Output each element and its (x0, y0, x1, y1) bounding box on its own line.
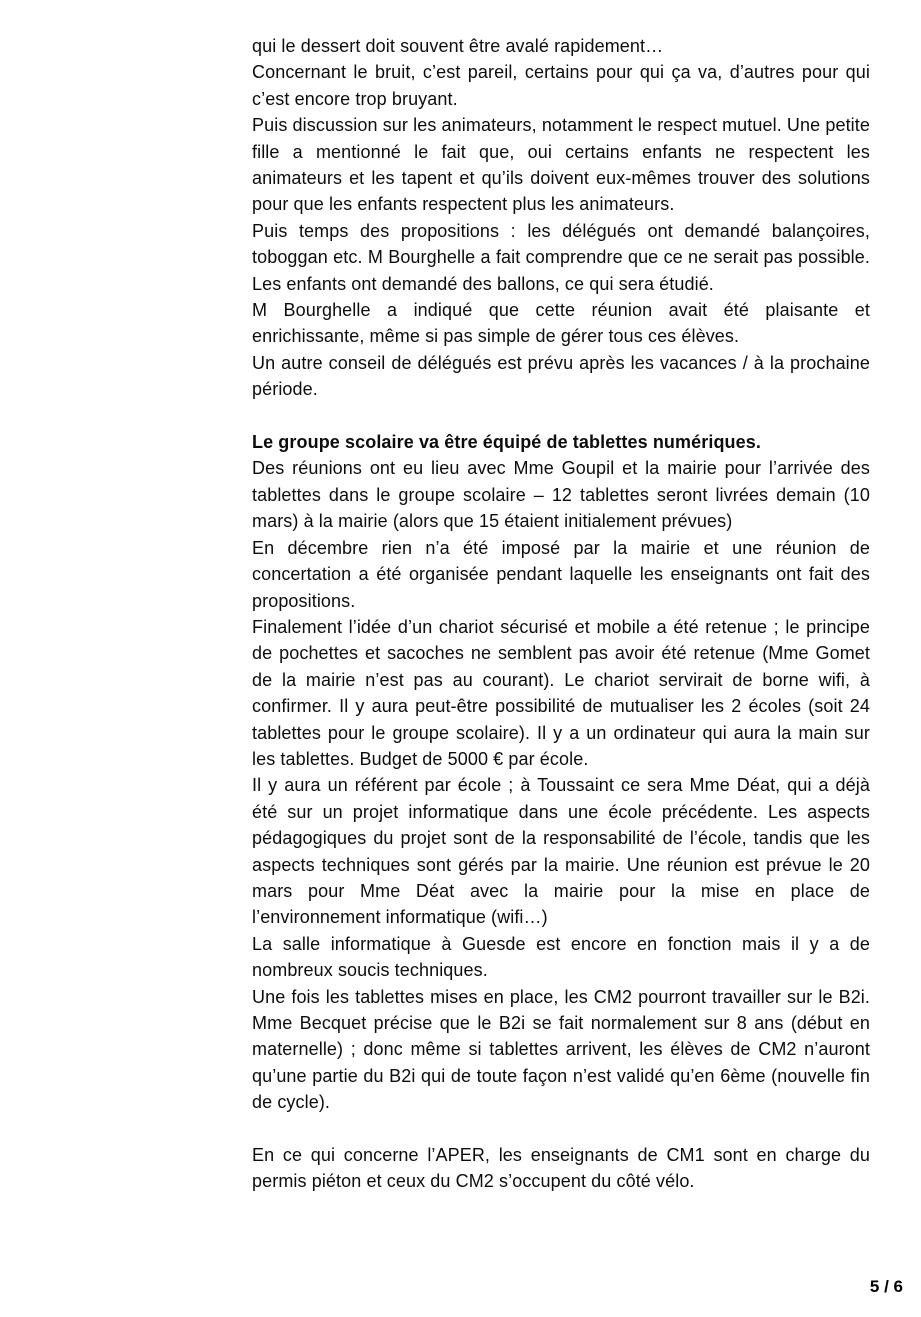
paragraph: Des réunions ont eu lieu avec Mme Goupil et la mairie pour l’arrivée des tablettes dans le groupe scolaire – 12 tablettes seront livrées demain (10 mars) à la mairie (alors que 15 étaient initialement prévues) (252, 458, 870, 532)
document-body (252, 33, 870, 1195)
blank-line (252, 1116, 870, 1142)
paragraph: En décembre rien n’a été imposé par la mairie et une réunion de concertation a été organisée pendant laquelle les enseignants ont fait des propositions. (252, 537, 870, 611)
paragraph: Puis temps des propositions : les délégués ont demandé balançoires, toboggan etc. M Bourghelle a fait comprendre que ce ne serait pas possible. Les enfants ont demandé des ballons, ce qui sera étudié. (252, 220, 870, 294)
paragraph: La salle informatique à Guesde est encore en fonction mais il y a de nombreux soucis techniques. (252, 933, 870, 981)
paragraph: Un autre conseil de délégués est prévu après les vacances / à la prochaine période. (252, 352, 870, 400)
paragraph: Il y aura un référent par école ; à Toussaint ce sera Mme Déat, qui a déjà été sur un projet informatique dans une école précédente. Les aspects pédagogiques du projet sont de la responsabilité de l’école, tandis que les aspects techniques sont gérés par la mairie. Une réunion est prévue le 20 mars pour Mme Déat avec la mairie pour la mise en place de l’environnement informatique (wifi…) (252, 775, 870, 928)
section-heading: Le groupe scolaire va être équipé de tablettes numériques. (252, 432, 761, 453)
paragraph: Une fois les tablettes mises en place, les CM2 pourront travailler sur le B2i. Mme Becquet précise que le B2i se fait normalement sur 8 ans (début en maternelle) ; donc même si tablettes arrivent, les élèves de CM2 n’auront qu’une partie du B2i qui de toute façon n’est validé qu’en 6ème (nouvelle fin de cycle). (252, 986, 870, 1113)
paragraph: M Bourghelle a indiqué que cette réunion avait été plaisante et enrichissante, même si pas simple de gérer tous ces élèves. (252, 300, 870, 347)
paragraph: qui le dessert doit souvent être avalé rapidement… (252, 36, 664, 56)
blank-line (252, 403, 870, 429)
paragraph: En ce qui concerne l’APER, les enseignants de CM1 sont en charge du permis piéton et ceux du CM2 s’occupent du côté vélo. (252, 1145, 870, 1192)
paragraph: Concernant le bruit, c’est pareil, certains pour qui ça va, d’autres pour qui c’est encore trop bruyant. (252, 62, 870, 109)
page-number: 5 / 6 (869, 1277, 903, 1296)
paragraph: Puis discussion sur les animateurs, notamment le respect mutuel. Une petite fille a mentionné le fait que, oui certains enfants ne respectent les animateurs et les tapent et qu’ils doivent eux-mêmes trouver des solutions pour que les enfants respectent plus les animateurs. (252, 115, 870, 215)
paragraph: Finalement l’idée d’un chariot sécurisé et mobile a été retenue ; le principe de pochettes et sacoches ne semblent pas avoir été retenue (Mme Gomet de la mairie n’est pas au courant). Le chariot servirait de borne wifi, à confirmer. Il y aura peut-être possibilité de mutualiser les 2 écoles (soit 24 tablettes pour le groupe scolaire). Il y a un ordinateur qui aura la main sur les tablettes. Budget de 5000 € par école. (252, 616, 870, 769)
